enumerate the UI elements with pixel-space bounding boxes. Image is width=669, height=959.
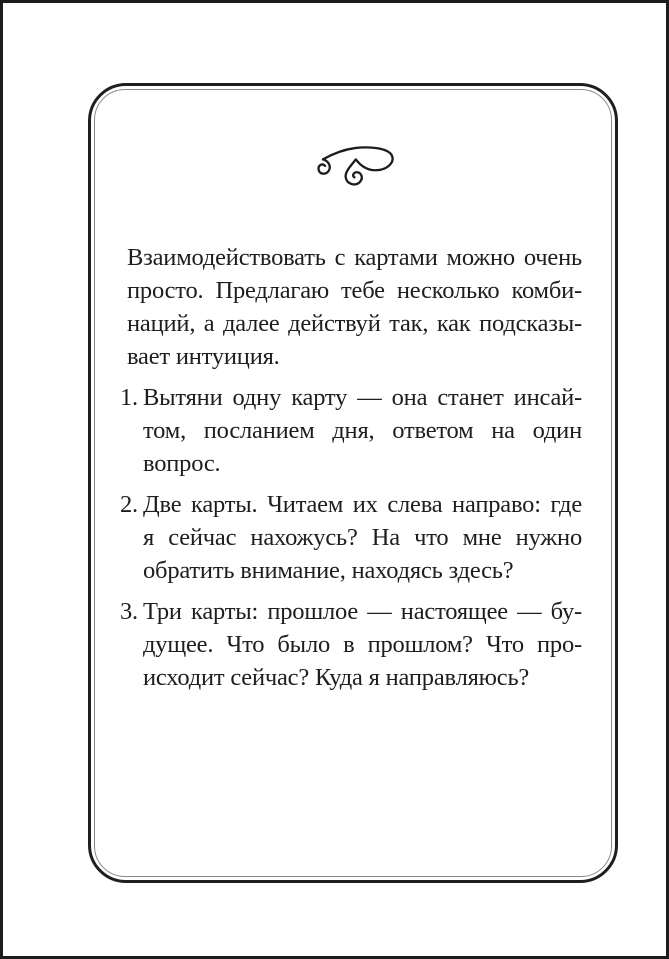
text-line: том, посланием дня, ответом на один <box>143 417 582 444</box>
text-line: Две карты. Читаем их слева направо: где <box>143 491 582 518</box>
list-item <box>120 381 582 480</box>
list-item <box>120 595 582 694</box>
text-line: просто. Предлагаю тебе несколько комби- <box>127 277 582 304</box>
intro-paragraph <box>127 241 582 373</box>
text-line: Вытяни одну карту — она станет инсай- <box>143 384 582 411</box>
text-line: Три карты: прошлое — настоящее — бу- <box>143 598 582 625</box>
list-item-number: 2. <box>120 491 138 518</box>
flourish-main-stroke <box>319 147 393 184</box>
combinations-list <box>120 381 582 694</box>
list-item-text <box>143 595 582 694</box>
list-item-number: 3. <box>120 598 138 625</box>
text-line: я сейчас нахожусь? На что мне нужно <box>143 524 582 551</box>
text-line: вопрос. <box>143 450 221 477</box>
list-item-text <box>143 381 582 480</box>
text-line: исходит сейчас? Куда я направляюсь? <box>143 664 530 691</box>
text-line: обратить внимание, находясь здесь? <box>143 557 514 584</box>
body-text <box>120 241 582 694</box>
list-item <box>120 488 582 587</box>
list-item-number: 1. <box>120 384 138 411</box>
page-card <box>88 83 618 883</box>
text-line: вает интуиция. <box>127 343 280 370</box>
text-line: дущее. Что было в прошлом? Что про- <box>143 631 582 658</box>
list-item-text <box>143 488 582 587</box>
text-line: наций, а далее действуй так, как подсказы- <box>127 310 582 337</box>
text-line: Взаимодействовать с картами можно очень <box>127 244 582 271</box>
calligraphic-flourish-icon <box>310 143 396 193</box>
